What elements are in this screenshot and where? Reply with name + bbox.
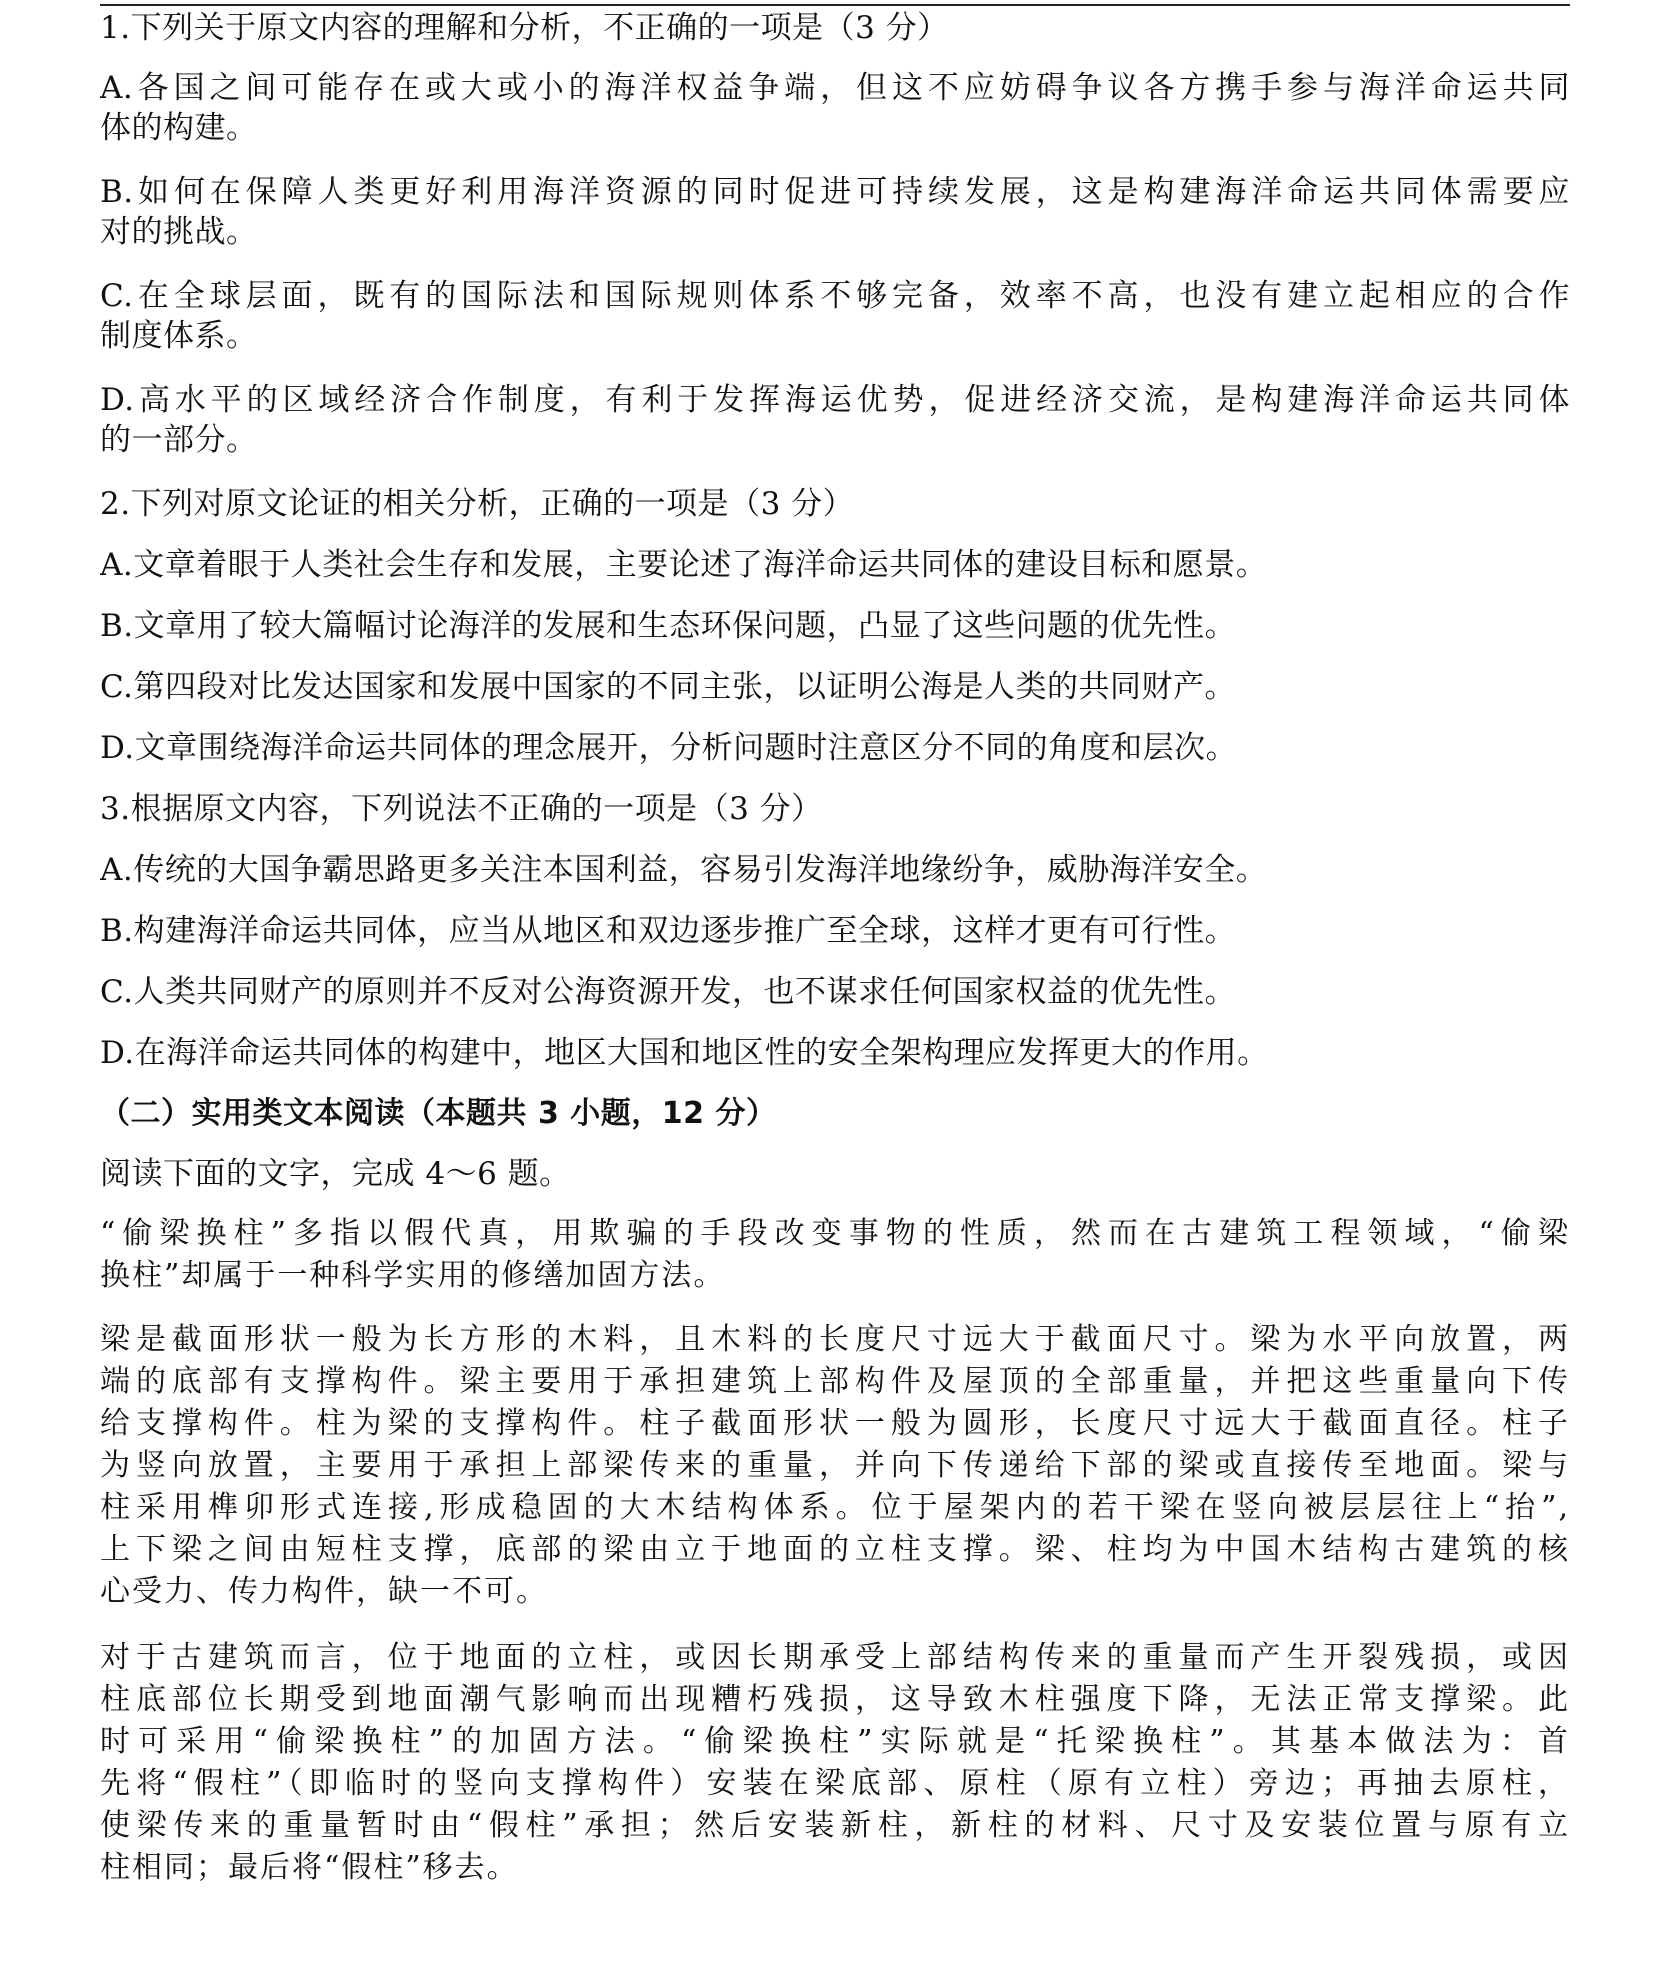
question-2-option-a: A.文章着眼于人类社会生存和发展，主要论述了海洋命运共同体的建设目标和愿景。	[100, 547, 1268, 583]
question-2-option-d: D.文章围绕海洋命运共同体的理念展开，分析问题时注意区分不同的角度和层次。	[100, 730, 1238, 766]
passage-line: 端的底部有支撑构件。梁主要用于承担建筑上部构件及屋顶的全部重量，并把这些重量向下传	[100, 1364, 1570, 1399]
passage-line: 给支撑构件。柱为梁的支撑构件。柱子截面形状一般为圆形，长度尺寸远大于截面直径。柱子	[100, 1406, 1570, 1441]
passage-line: 心受力、传力构件，缺一不可。	[100, 1574, 548, 1609]
section-heading: （二）实用类文本阅读（本题共 3 小题，12 分）	[100, 1096, 777, 1131]
passage-line: 为竖向放置，主要用于承担上部梁传来的重量，并向下传递给下部的梁或直接传至地面。梁与	[100, 1448, 1570, 1483]
question-3-stem: 3.根据原文内容，下列说法不正确的一项是（3 分）	[100, 791, 823, 827]
passage-line: 先将“假柱”（即临时的竖向支撑构件）安装在梁底部、原柱（原有立柱）旁边；再抽去原柱，	[100, 1766, 1570, 1801]
question-2-option-c: C.第四段对比发达国家和发展中国家的不同主张，以证明公海是人类的共同财产。	[100, 669, 1236, 705]
passage-line: 上下梁之间由短柱支撑，底部的梁由立于地面的立柱支撑。梁、柱均为中国木结构古建筑的核	[100, 1532, 1570, 1567]
passage-line: 对于古建筑而言，位于地面的立柱，或因长期承受上部结构传来的重量而产生开裂残损，或因	[100, 1640, 1570, 1675]
passage-line: 梁是截面形状一般为长方形的木料，且木料的长度尺寸远大于截面尺寸。梁为水平向放置，两	[100, 1322, 1570, 1357]
question-1-option-d-line-1: D.高水平的区域经济合作制度，有利于发挥海运优势，促进经济交流，是构建海洋命运共同体	[100, 382, 1570, 418]
question-3-option-a: A.传统的大国争霸思路更多关注本国利益，容易引发海洋地缘纷争，威胁海洋安全。	[100, 852, 1268, 888]
question-1-option-c-line-2: 制度体系。	[100, 318, 258, 354]
passage-line: 柱采用榫卯形式连接,形成稳固的大木结构体系。位于屋架内的若干梁在竖向被层层往上“抬”,	[100, 1490, 1570, 1525]
question-3-option-c: C.人类共同财产的原则并不反对公海资源开发，也不谋求任何国家权益的优先性。	[100, 974, 1236, 1010]
section-instruction: 阅读下面的文字，完成 4～6 题。	[100, 1156, 571, 1192]
question-1-option-c-line-1: C.在全球层面，既有的国际法和国际规则体系不够完备，效率不高，也没有建立起相应的合作	[100, 278, 1570, 314]
question-3-option-d: D.在海洋命运共同体的构建中，地区大国和地区性的安全架构理应发挥更大的作用。	[100, 1035, 1269, 1071]
question-2-stem: 2.下列对原文论证的相关分析，正确的一项是（3 分）	[100, 486, 855, 522]
question-1-option-b-line-1: B.如何在保障人类更好利用海洋资源的同时促进可持续发展，这是构建海洋命运共同体需要应	[100, 174, 1570, 210]
question-1-option-a-line-2: 体的构建。	[100, 110, 258, 146]
passage-line: 换柱”却属于一种科学实用的修缮加固方法。	[100, 1258, 726, 1293]
passage-line: 使梁传来的重量暂时由“假柱”承担；然后安装新柱，新柱的材料、尺寸及安装位置与原有立	[100, 1808, 1570, 1843]
question-1-option-a-line-1: A.各国之间可能存在或大或小的海洋权益争端，但这不应妨碍争议各方携手参与海洋命运共同	[100, 70, 1570, 106]
passage-line: 柱底部位长期受到地面潮气影响而出现糟朽残损，这导致木柱强度下降，无法正常支撑梁。此	[100, 1682, 1570, 1717]
question-1-option-d-line-2: 的一部分。	[100, 422, 258, 458]
top-rule	[100, 4, 1570, 6]
question-2-option-b: B.文章用了较大篇幅讨论海洋的发展和生态环保问题，凸显了这些问题的优先性。	[100, 608, 1237, 644]
question-3-option-b: B.构建海洋命运共同体，应当从地区和双边逐步推广至全球，这样才更有可行性。	[100, 913, 1237, 949]
passage-line: 时可采用“偷梁换柱”的加固方法。“偷梁换柱”实际就是“托梁换柱”。其基本做法为：首	[100, 1724, 1570, 1759]
passage-line: 柱相同；最后将“假柱”移去。	[100, 1850, 519, 1885]
passage-line: “偷梁换柱”多指以假代真，用欺骗的手段改变事物的性质，然而在古建筑工程领域，“偷梁	[100, 1216, 1570, 1251]
question-1-option-b-line-2: 对的挑战。	[100, 214, 258, 250]
question-1-stem: 1.下列关于原文内容的理解和分析，不正确的一项是（3 分）	[100, 10, 949, 46]
